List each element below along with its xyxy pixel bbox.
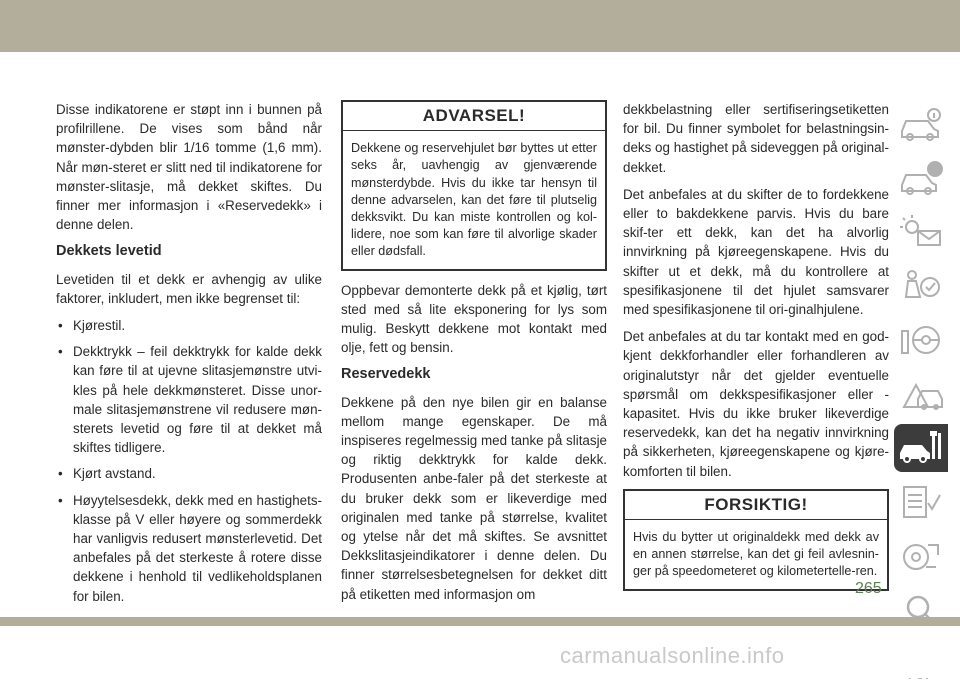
warning-title: ADVARSEL! — [343, 102, 605, 131]
tab-specifications[interactable] — [894, 532, 948, 580]
caution-title: FORSIKTIG! — [625, 491, 887, 520]
tab-airbag-safety[interactable] — [894, 262, 948, 310]
car-service-tools-icon — [898, 429, 944, 467]
car-info-icon — [898, 105, 944, 143]
hazard-warning-icon — [898, 375, 944, 413]
tab-steering-wheel[interactable] — [894, 316, 948, 364]
tab-checklist[interactable] — [894, 478, 948, 526]
car-alert-icon — [898, 159, 944, 197]
spare-tire-heading: Reservedekk — [341, 366, 431, 383]
load-label-paragraph: dekkbelastning eller sertifiseringsetiketten for bil. Du finner symbolet for belastningsin-deks og hastighet på sideveggen på original-dekket. — [623, 102, 889, 175]
tire-life-heading: Dekkets levetid — [56, 243, 162, 260]
footer-area — [0, 626, 960, 678]
tab-hazard-warning[interactable] — [894, 370, 948, 418]
tire-life-factors-list — [56, 316, 322, 606]
bullet-symbol: • — [58, 466, 63, 482]
spare-tire-paragraph: Dekkene på den nye bilen gir en balanse mellom mange egenskaper. De må inspiseres regelmessig med tanke på slitasje og riktig dekktrykk for kalde dekk. Produsenten anbe-faler på det sterkeste at du bruker dekk som er likeverdige med originalen med tanke på størrelse, kvalitet og ytelse når det må skiftes. Se avsnittet Dekkslitasjeindikatorer i denne delen. Du finner størrelsesbetegnelsen for dekket ditt på etiketten med informasjon om — [341, 394, 607, 602]
column-3 — [623, 100, 889, 601]
specifications-icon — [898, 537, 944, 575]
dealer-contact-paragraph: Det anbefales at du tar kontakt med en god-kjent dekkforhandler eller forhandleren av originalutstyr når det gjelder eventuelle spørsmål om dekkspesifikasjoner eller -kapasitet. Hvis du ikke bruker likeverdige reservedekk, kan det ha negativ innvirkning på sikkerheten, kjøreegenskapene og kjøre-komforten til bilen. — [623, 329, 889, 479]
bullet-symbol: • — [58, 492, 63, 508]
tab-car-alert[interactable] — [894, 154, 948, 202]
tab-car-service-tools[interactable] — [894, 424, 948, 472]
indicator-paragraph: Disse indikatorene er støpt inn i bunnen på profilrillene. De vises som bånd når mønster-dybden blir 1/16 tomme (1,6 mm). Når møn-steret er slitt ned til indikatorene for mønster-slitasje, må dekket skiftes. Du finner mer informasjon i «Reservedekk» i denne delen. — [56, 102, 322, 233]
tab-car-info[interactable] — [894, 100, 948, 148]
bullet-symbol: • — [58, 344, 63, 360]
pair-replacement-paragraph: Det anbefales at du skifter de to fordekkene eller to bakdekkene parvis. Hvis du bare skif-ter ett dekk, kan det ha alvorlig innvirkning på kjøreegenskapene. Hvis du skifter ut et dekk, må du kontrollere at spesifikasjonene til det hjulet samsvarer med spesifikasjonene til ori-ginalhjulene. — [623, 186, 889, 318]
list-item: • Kjørt avstand. — [56, 464, 322, 483]
list-item: • Dekktrykk – feil dekktrykk for kalde dekk kan føre til at ujevne slitasjemønstre utvi-kles på hele dekkmønsteret. Disse unor-male slitasjemønstrene vil redusere møn-sterets levetid og føre til at dekket må skiftes tidligere. — [58, 344, 322, 456]
bullet-symbol: • — [58, 318, 63, 334]
watermark: carmanualsonline.info — [560, 643, 785, 668]
page-number: 265 — [855, 580, 882, 597]
warning-text: Dekkene og reservehjulet bør byttes ut etter seks år, uavhengig av gjenværende mønsterdybde. Hvis du ikke tar hensyn til denne advarselen, kan det føre til plutselig dekksvikt. Du kan miste kontrollen og kol-lidere, noe som kan føre til alvorlige skader eller dødsfall. — [351, 141, 597, 259]
chapter-tabs — [894, 100, 948, 694]
caution-text: Hvis du bytter ut originaldekk med dekk av en annen størrelse, kan det gi feil avlesnin-ger på speedometeret og kilometertelle-ren. — [633, 530, 879, 579]
checklist-icon — [898, 483, 944, 521]
bottom-band — [0, 617, 960, 626]
storage-paragraph: Oppbevar demonterte dekk på et kjølig, tørt sted med så lite eksponering for lys som mulig. Beskytt dekkene mot kontakt med olje, fett og bensin. — [341, 282, 607, 356]
list-item: • Kjørestil. — [56, 316, 322, 335]
steering-wheel-icon — [898, 321, 944, 359]
top-band — [0, 0, 960, 52]
tire-life-intro: Levetiden til et dekk er avhengig av ulike faktorer, inkludert, men ikke begrenset til: — [56, 271, 322, 306]
tab-dashboard-lights[interactable] — [894, 208, 948, 256]
column-1 — [56, 100, 322, 613]
dashboard-lights-icon — [898, 213, 944, 251]
column-2 — [341, 100, 607, 612]
list-item: • Høyytelsesdekk, dekk med en hastighets-klasse på V eller høyere og sommerdekk har vanligvis redusert mønsterlevetid. Det anbefales på det sterkeste å rotere disse dekkene i henhold til vedlikeholdsplanen for bilen. — [58, 492, 322, 604]
warning-box — [341, 100, 607, 271]
airbag-safety-icon — [898, 267, 944, 305]
caution-box — [623, 489, 889, 591]
